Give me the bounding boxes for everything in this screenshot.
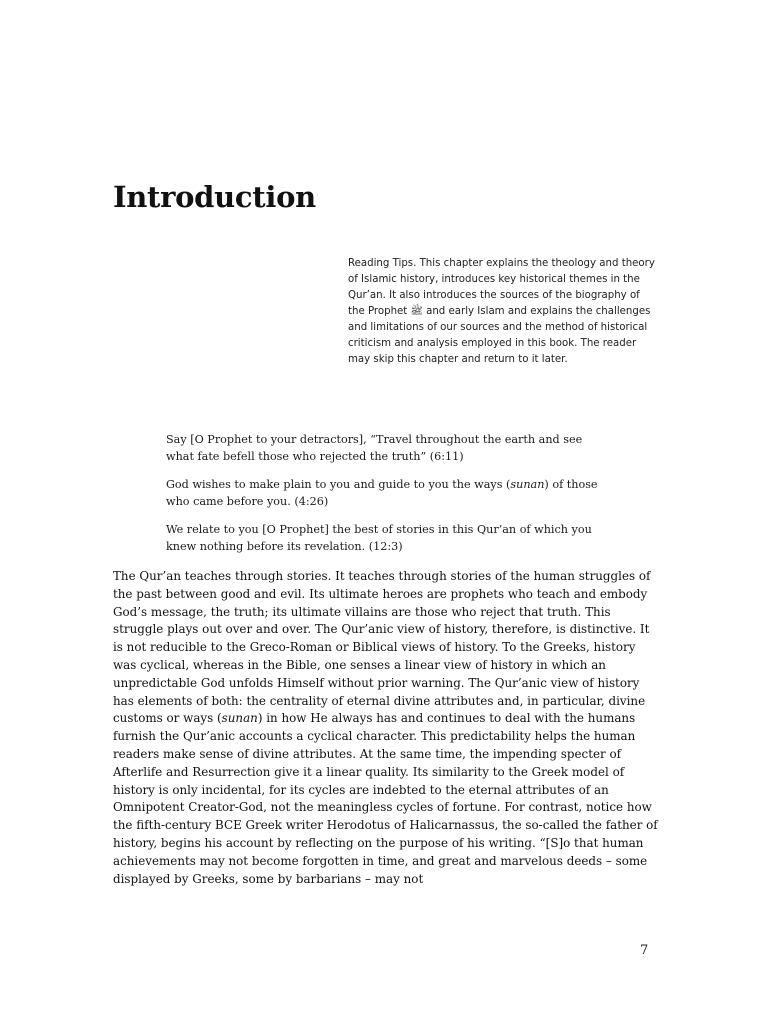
body-paragraph: [113, 568, 661, 888]
quote-2-post: ) of those who came before you. (4:26): [166, 478, 598, 508]
quote-1: Say [O Prophet to your detractors], “Travel throughout the earth and see what fate befell those who rejected the truth” (6:11): [166, 433, 583, 463]
epigraph-quotes: [166, 432, 606, 567]
body-part-2: ) in how He always has and continues to deal with the humans furnish the Qur’anic accounts a cyclical character. This predictability helps the human readers make sense of divine attributes. At the same time, the impending specter of Afterlife and Resurrection give it a linear quality. Its similarity to the Greek model of history is only incidental, for its cycles are indebted to the eternal attributes of an Omnipotent Creator-God, not the meaningless cycles of fortune. For contrast, notice how the fifth-century BCE Greek writer Herodotus of Halicarnassus, the so-called the father of history, begins his account by reflecting on the purpose of his writing. “[S]o that human achievements may not become forgotten in time, and great and marvelous deeds – some displayed by Greeks, some by barbarians – may not: [113, 711, 658, 886]
reading-tips: Reading Tips. This chapter explains the theology and theory of Islamic history, introduces key historical themes in the Qur’an. It also introduces the sources of the biography of the Prophet ﷺ and early Islam and explains the challenges and limitations of our sources and the method of historical criticism and analysis employed in this book. The reader may skip this chapter and return to it later.: [348, 258, 655, 365]
quote-2-italic: sunan: [510, 478, 545, 491]
quote-2-pre: God wishes to make plain to you and guide to you the ways (: [166, 478, 511, 491]
quote-2: [166, 477, 606, 510]
page-number: 7: [640, 943, 649, 958]
chapter-title: Introduction: [113, 180, 316, 214]
body-italic-sunan: sunan: [221, 711, 258, 726]
quote-3: We relate to you [O Prophet] the best of stories in this Qur’an of which you knew nothing before its revelation. (12:3): [166, 523, 592, 553]
body-part-1: The Qur’an teaches through stories. It teaches through stories of the human struggles of the past between good and evil. Its ultimate heroes are prophets who teach and embody God’s message, the truth; its ultimate villains are those who reject that truth. This struggle plays out over and over. The Qur’anic view of history, therefore, is distinctive. It is not reducible to the Greco-Roman or Biblical views of history. To the Greeks, history was cyclical, whereas in the Bible, one senses a linear view of history in which an unpredictable God unfolds Himself without prior warning. The Qur’anic view of history has elements of both: the centrality of eternal divine attributes and, in particular, divine customs or ways (: [113, 569, 651, 726]
